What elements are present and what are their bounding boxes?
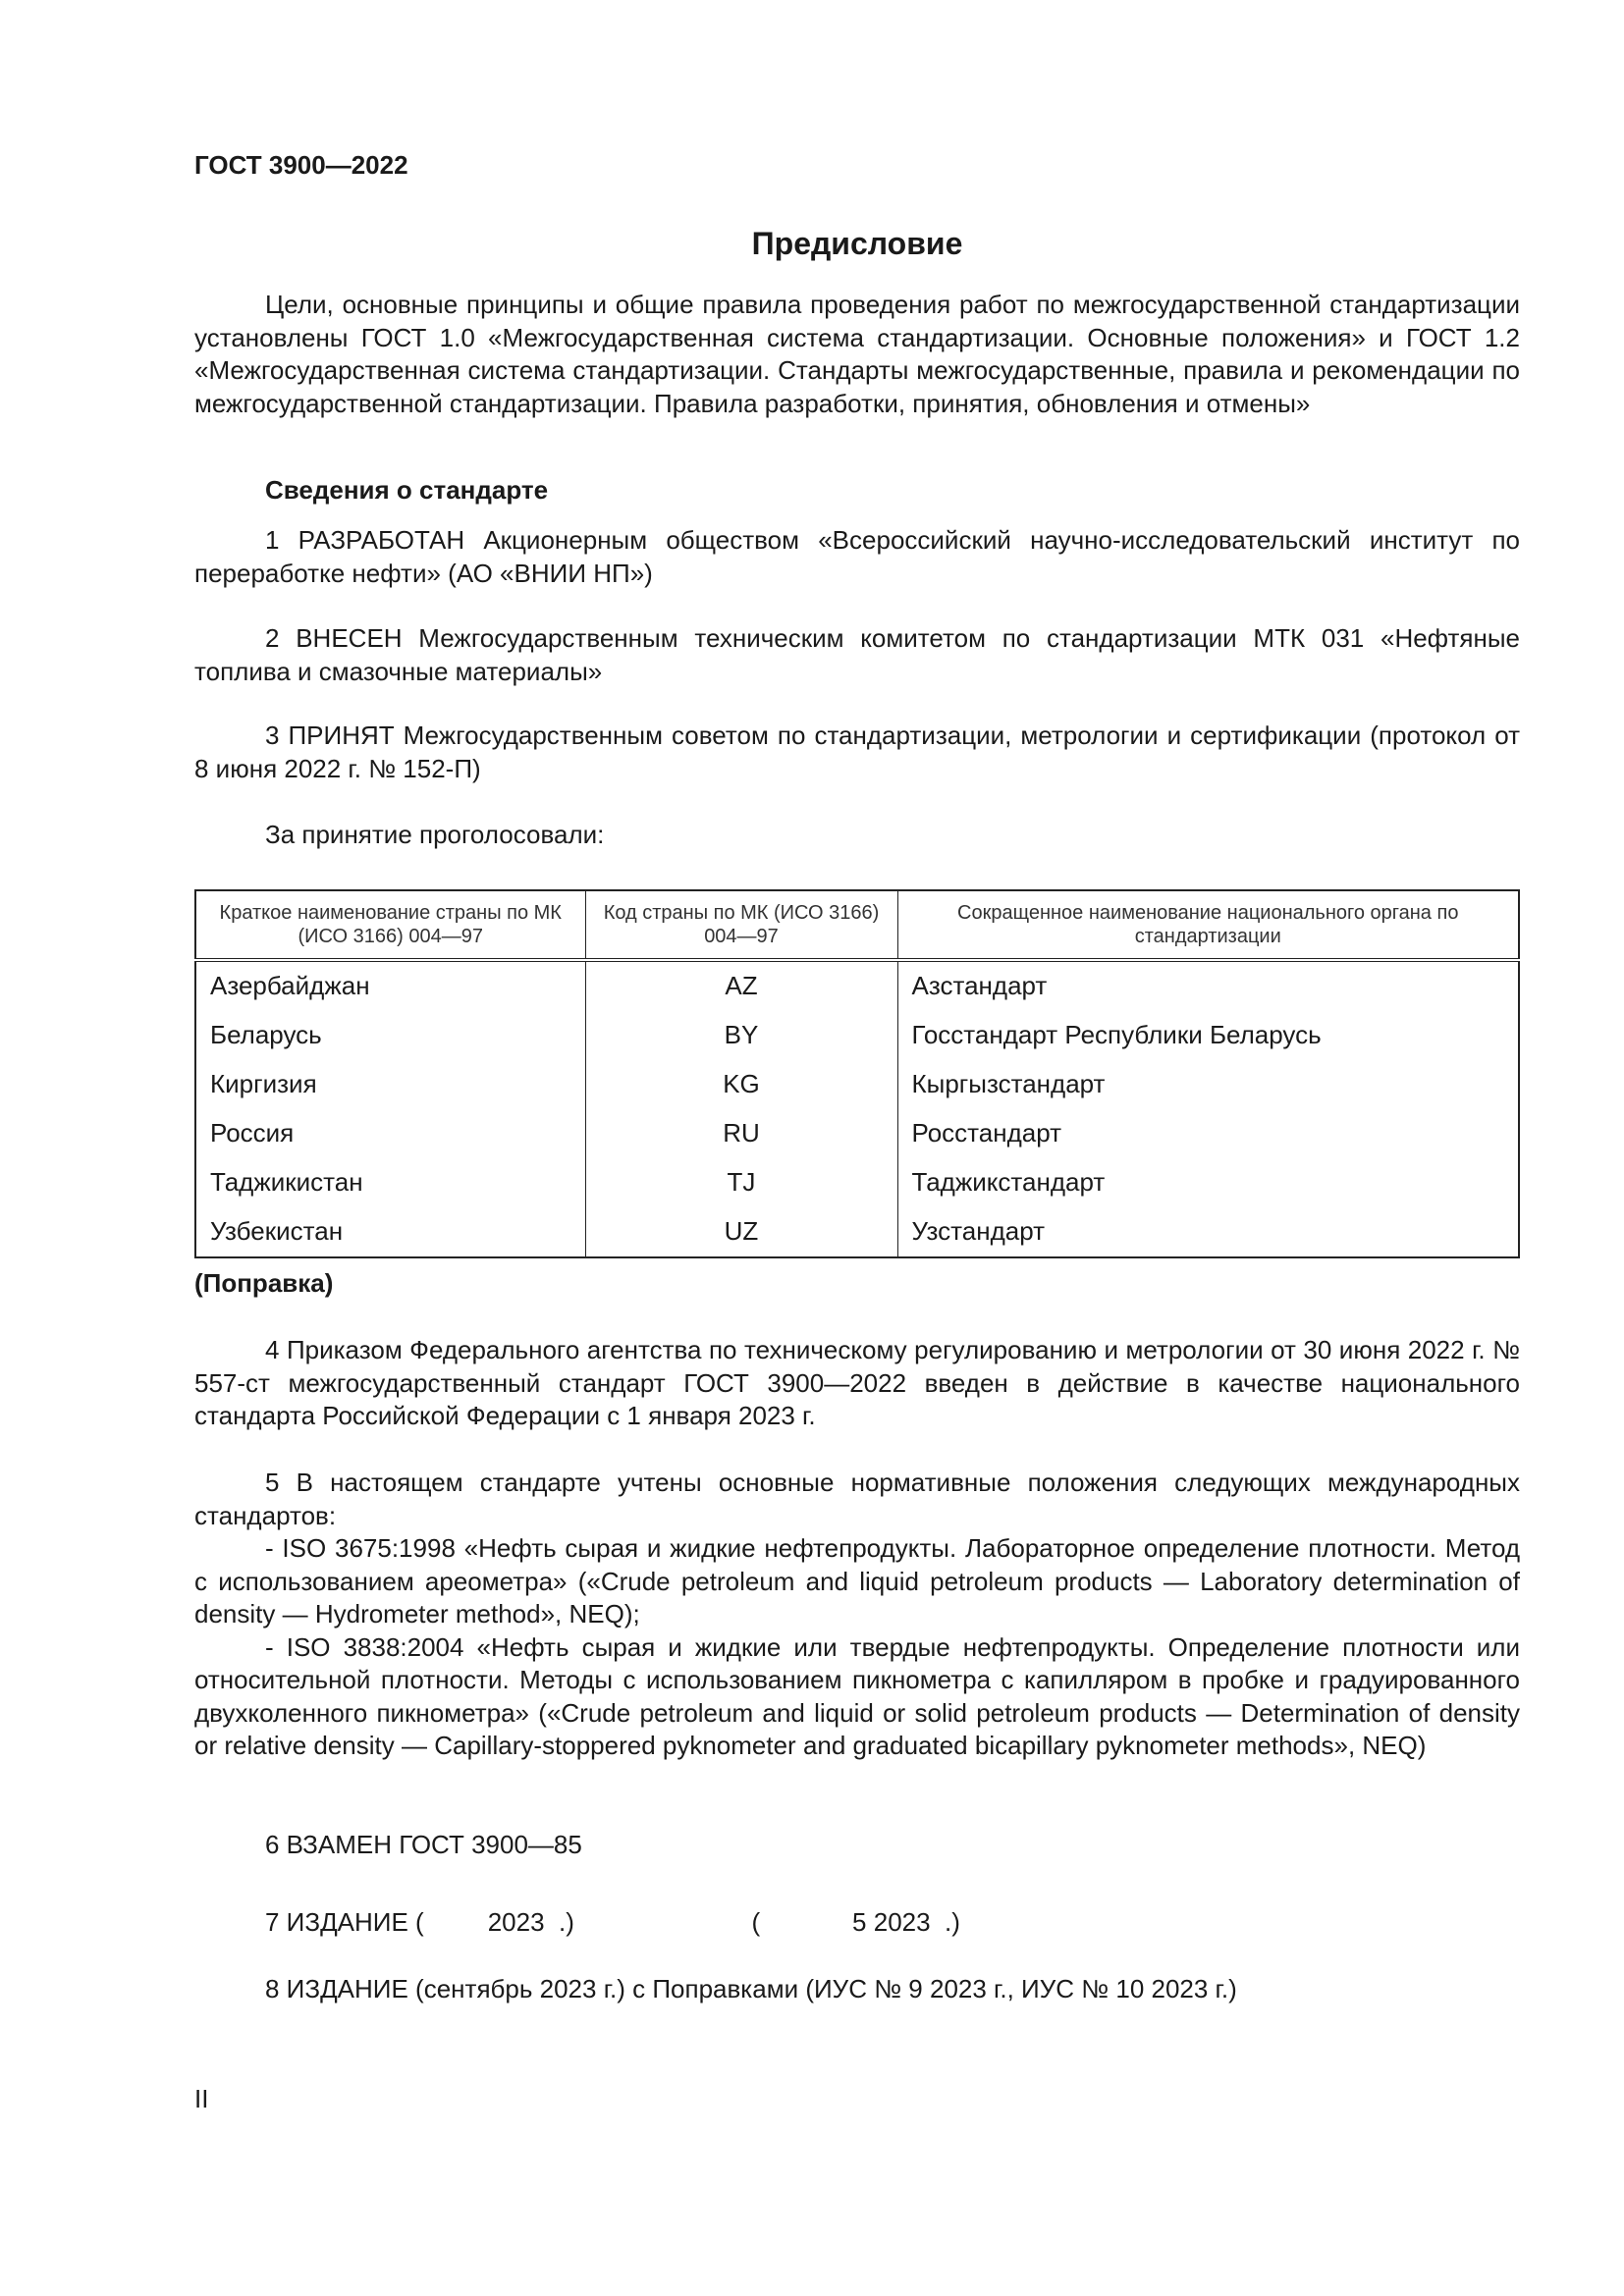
- countries-table: [194, 889, 1520, 1258]
- item-2: 2 ВНЕСЕН Межгосударственным техническим комитетом по стандартизации МТК 031 «Нефтяные топлива и смазочные материалы»: [194, 623, 1520, 686]
- country-code: TJ: [585, 1158, 897, 1207]
- item-5-block: [194, 1467, 1520, 1763]
- info-heading: Сведения о стандарте: [265, 475, 549, 505]
- standards-body: Азстандарт: [897, 960, 1519, 1011]
- country-code: RU: [585, 1109, 897, 1158]
- country-name: Россия: [210, 1118, 295, 1148]
- item-1: 1 РАЗРАБОТАН Акционерным обществом «Всероссийский научно-исследовательский институт по переработке нефти» (АО «ВНИИ НП»): [194, 525, 1520, 588]
- page-number: II: [194, 2084, 209, 2113]
- item-5: 5 В настоящем стандарте учтены основные нормативные положения следующих международных стандартов:: [194, 1468, 1520, 1530]
- item-4: 4 Приказом Федерального агентства по техническому регулированию и метрологии от 30 июня 2022 г. № 557-ст межгосударственный стандарт ГОСТ 3900—2022 введен в действие в качестве национального стандарта Российской Федерации с 1 января 2023 г.: [194, 1335, 1520, 1430]
- table-row: [195, 1060, 1519, 1109]
- country-name: Азербайджан: [210, 971, 370, 1001]
- column-header: Краткое наименование страны по МК (ИСО 3166) 004—97: [195, 890, 585, 960]
- item-5-iso-3675: - ISO 3675:1998 «Нефть сырая и жидкие нефтепродукты. Лабораторное определение плотности. Метод с использованием ареометра» («Crude petroleum and liquid petroleum products — Laboratory determination of density — Hydrometer method», NEQ);: [194, 1533, 1520, 1629]
- table-row: [195, 1158, 1519, 1207]
- item-6: 6 ВЗАМЕН ГОСТ 3900—85: [265, 1830, 582, 1859]
- table-row: [195, 1011, 1519, 1060]
- table-row: [195, 1207, 1519, 1257]
- country-code: BY: [585, 1011, 897, 1060]
- intro-paragraph: Цели, основные принципы и общие правила проведения работ по межгосударственной стандартизации установлены ГОСТ 1.0 «Межгосударственная система стандартизации. Основные положения» и ГОСТ 1.2 «Межгосударственная система стандартизации. Стандарты межгосударственные, правила и рекомендации по межгосударственной стандартизации. Правила разработки, принятия, обновления и отмены»: [194, 290, 1520, 418]
- item-7: 7 ИЗДАНИЕ ( 2023 .) ( 5 2023 .): [265, 1907, 960, 1937]
- country-code: KG: [585, 1060, 897, 1109]
- document-header: ГОСТ 3900—2022: [194, 150, 408, 180]
- standards-body: Таджикстандарт: [897, 1158, 1519, 1207]
- page-title: Предисловие: [751, 226, 963, 261]
- country-code: UZ: [585, 1207, 897, 1257]
- column-header: Сокращенное наименование национального органа по стандартизации: [897, 890, 1519, 960]
- standards-body: Узстандарт: [897, 1207, 1519, 1257]
- country-code: AZ: [585, 960, 897, 1011]
- country-name: Узбекистан: [210, 1216, 344, 1247]
- table-row: [195, 960, 1519, 1011]
- standards-body: Госстандарт Республики Беларусь: [897, 1011, 1519, 1060]
- voted-label: За принятие проголосовали:: [265, 820, 605, 849]
- item-8: 8 ИЗДАНИЕ (сентябрь 2023 г.) с Поправками (ИУС № 9 2023 г., ИУС № 10 2023 г.): [265, 1974, 1237, 2003]
- country-name: Беларусь: [210, 1020, 322, 1050]
- amendment-label: (Поправка): [194, 1268, 334, 1298]
- column-header: Код страны по МК (ИСО 3166) 004—97: [585, 890, 897, 960]
- table-row: [195, 1109, 1519, 1158]
- item-3: 3 ПРИНЯТ Межгосударственным советом по стандартизации, метрологии и сертификации (протокол от 8 июня 2022 г. № 152-П): [194, 721, 1520, 783]
- standards-body: Кыргызстандарт: [897, 1060, 1519, 1109]
- country-name: Киргизия: [210, 1069, 317, 1099]
- standards-body: Росстандарт: [897, 1109, 1519, 1158]
- country-name: Таджикистан: [210, 1167, 363, 1198]
- table-header-row: [195, 890, 1519, 960]
- item-5-iso-3838: - ISO 3838:2004 «Нефть сырая и жидкие или твердые нефтепродукты. Определение плотности или относительной плотности. Методы с использованием пикнометра с капилляром в пробке и градуированного двухколенного пикнометра» («Crude petroleum and liquid or solid petroleum products — Determination of density or relative density — Capillary-stoppered pyknometer and graduated bicapillary pyknometer methods», NEQ): [194, 1631, 1520, 1760]
